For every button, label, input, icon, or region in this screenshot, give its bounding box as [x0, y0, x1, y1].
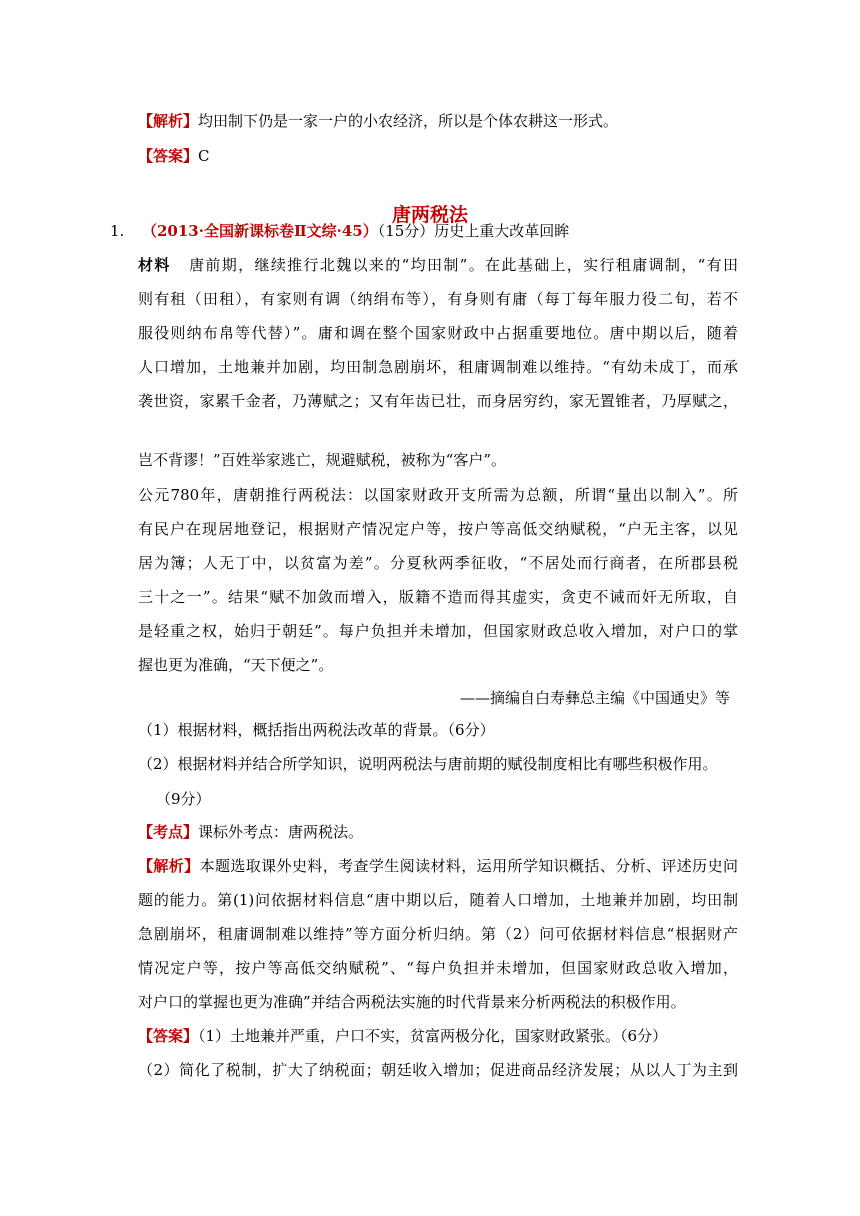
jiexi-line: 题的能力。第(1)问依据材料信息“唐中期以后，随着人口增加，土地兼并加剧，均田制: [138, 891, 738, 909]
daan-tag: 【答案】: [138, 1027, 199, 1045]
material-line: 材料 唐前期，继续推行北魏以来的“均田制”。在此基础上，实行租庸调制，“有田: [138, 256, 738, 274]
question-heading: [142, 221, 742, 241]
material-line: 握也更为准确，“天下便之”。: [138, 656, 334, 674]
sub-question-2: （2）根据材料并结合所学知识，说明两税法与唐前期的赋役制度相比有哪些积极作用。: [138, 755, 718, 773]
material-line: 则有租（田租），有家则有调（纳绢布等），有身则有庸（每丁每年服力役二旬，若不: [138, 290, 738, 308]
material-line: 人口增加，土地兼并加剧，均田制急剧崩坏，租庸调制难以维持。“有幼未成丁，而承: [138, 358, 738, 376]
kaodian-tag: 【考点】: [138, 823, 199, 841]
jiexi-line: 情况定户等，按户等高低交纳赋税”、“每户负担并未增加，但国家财政总收入增加，: [138, 959, 738, 977]
material-line: 岂不背谬！”百姓举家逃亡，规避赋税，被称为“客户”。: [138, 451, 507, 469]
question-points-topic: （15分）历史上重大改革回眸: [377, 222, 570, 240]
jiexi-line: 【解析】本题选取课外史料，考查学生阅读材料，运用所学知识概括、分析、评述历史问: [138, 857, 738, 875]
material-line: 服役则纳布帛等代替）”。庸和调在整个国家财政中占据重要地位。唐中期以后，随着: [138, 324, 738, 342]
material-credit: ——摘编自白寿彝总主编《中国通史》等: [459, 689, 730, 707]
question-source: （2013·全国新课标卷Ⅱ文综·45）: [142, 222, 378, 240]
material-line: 居为簿；人无丁中，以贫富为差”。分夏秋两季征收，“不居处而行商者，在所郡县税: [138, 554, 738, 572]
prev-answer: [138, 146, 738, 166]
question-number: 1.: [110, 222, 125, 240]
daan-line: 【答案】（1）土地兼并严重，户口不实，贫富两极分化，国家财政紧张。（6分）: [138, 1027, 668, 1045]
material-line: 是轻重之权，始归于朝廷”。每户负担并未增加，但国家财政总收入增加，对户口的掌: [138, 622, 738, 640]
sub-question-2-points: （9分）: [156, 790, 211, 808]
material-label: 材料: [138, 256, 171, 274]
answer-text: C: [198, 147, 210, 165]
answer-tag: 【答案】: [138, 147, 199, 165]
material-line: 公元780年，唐朝推行两税法：以国家财政开支所需为总额，所谓“量出以制入”。所: [138, 486, 738, 504]
material-line: 袭世资，家累千金者，乃薄赋之；又有年齿已壮，而身居穷约，家无置锥者，乃厚赋之，: [138, 392, 738, 410]
jiexi-line: 对户口的掌握也更为准确”并结合两税法实施的时代背景来分析两税法的积极作用。: [138, 993, 686, 1011]
sub-question-1: （1）根据材料，概括指出两税法改革的背景。（6分）: [138, 721, 495, 739]
section-title: 唐两税法: [391, 204, 468, 226]
jiexi-tag: 【解析】: [138, 857, 200, 875]
analysis-text: 均田制下仍是一家一户的小农经济，所以是个体农耕这一形式。: [198, 112, 619, 130]
analysis-tag: 【解析】: [138, 112, 199, 130]
prev-analysis: [138, 111, 738, 131]
material-line: 有民户在现居地登记，根据财产情况定户等，按户等高低交纳赋税，“户无主客，以见: [138, 520, 738, 538]
kaodian-text: 课标外考点：唐两税法。: [198, 823, 364, 841]
jiexi-line: 急剧崩坏，租庸调制难以维持”等方面分析归纳。第（2）问可依据材料信息“根据财产: [138, 925, 738, 943]
material-line: 三十之一”。结果“赋不加敛而增入，版籍不造而得其虚实，贪吏不诫而奸无所取，自: [138, 588, 738, 606]
daan-line: （2）简化了税制，扩大了纳税面；朝廷收入增加；促进商品经济发展；从以人丁为主到: [138, 1061, 738, 1079]
kaodian: [138, 822, 738, 842]
